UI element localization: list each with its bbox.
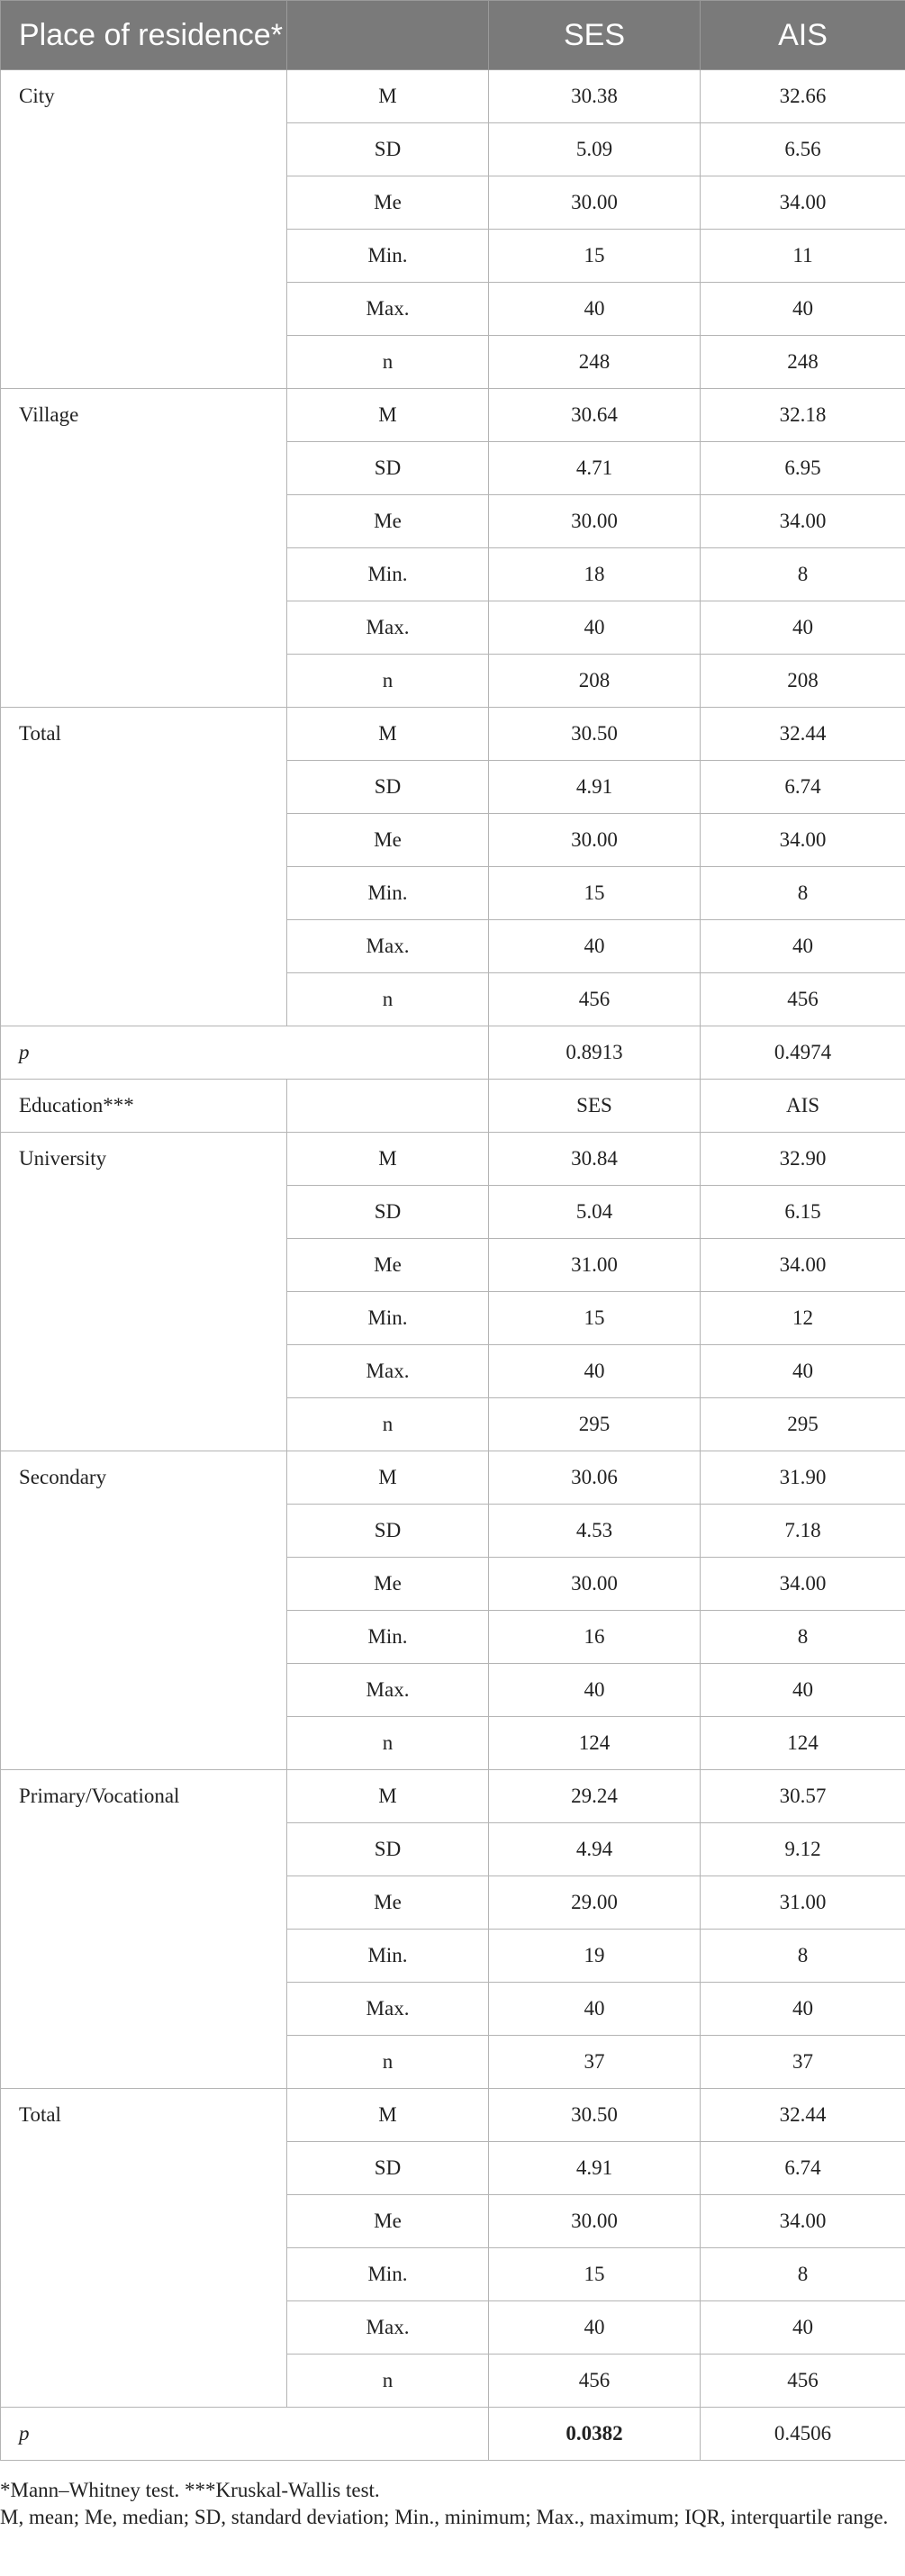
ses-value: 5.04 <box>489 1186 701 1239</box>
ais-value: 37 <box>701 2036 905 2089</box>
ais-value: 40 <box>701 1664 905 1717</box>
statistic-label: Max. <box>287 2301 489 2355</box>
statistic-label: Me <box>287 176 489 230</box>
statistic-label: Min. <box>287 1930 489 1983</box>
ses-value: 40 <box>489 283 701 336</box>
ses-value: 15 <box>489 1292 701 1345</box>
ses-value: 19 <box>489 1930 701 1983</box>
education-label: Education*** <box>1 1080 287 1133</box>
ais-value: 8 <box>701 1611 905 1664</box>
table-header <box>1 1 905 70</box>
ses-value: 30.00 <box>489 1558 701 1611</box>
table-body <box>1 70 905 2461</box>
ses-value: 30.00 <box>489 814 701 867</box>
p-value-row <box>1 1026 905 1080</box>
ses-value: 29.24 <box>489 1770 701 1823</box>
ses-value: 295 <box>489 1398 701 1451</box>
table-row <box>1 70 905 123</box>
statistic-label: Max. <box>287 1983 489 2036</box>
ais-value: 40 <box>701 1983 905 2036</box>
statistic-label: n <box>287 2036 489 2089</box>
statistic-label: Max. <box>287 283 489 336</box>
group-label: Primary/Vocational <box>1 1770 287 2089</box>
statistic-label: Me <box>287 1239 489 1292</box>
education-statistic-header <box>287 1080 489 1133</box>
group-label: Village <box>1 389 287 708</box>
header-ses: SES <box>489 1 701 70</box>
statistic-label: Min. <box>287 1611 489 1664</box>
ais-value: 34.00 <box>701 1558 905 1611</box>
table-row <box>1 708 905 761</box>
ses-value: 5.09 <box>489 123 701 176</box>
statistic-label: M <box>287 2089 489 2142</box>
header-row <box>1 1 905 70</box>
statistic-label: n <box>287 336 489 389</box>
statistic-label: M <box>287 1133 489 1186</box>
p-value-ses: 0.0382 <box>489 2408 701 2461</box>
ais-value: 9.12 <box>701 1823 905 1876</box>
statistic-label: Me <box>287 1558 489 1611</box>
statistic-label: SD <box>287 1505 489 1558</box>
ses-value: 248 <box>489 336 701 389</box>
ais-value: 31.00 <box>701 1876 905 1930</box>
group-label: University <box>1 1133 287 1451</box>
statistic-label: Me <box>287 814 489 867</box>
ses-value: 208 <box>489 655 701 708</box>
statistic-label: M <box>287 708 489 761</box>
statistic-label: Min. <box>287 2248 489 2301</box>
ais-value: 32.18 <box>701 389 905 442</box>
ais-value: 295 <box>701 1398 905 1451</box>
p-value-label: p <box>1 1026 489 1080</box>
ses-value: 40 <box>489 1345 701 1398</box>
ais-value: 8 <box>701 1930 905 1983</box>
ais-value: 6.15 <box>701 1186 905 1239</box>
ses-value: 18 <box>489 548 701 601</box>
education-subheader-row <box>1 1080 905 1133</box>
ses-value: 16 <box>489 1611 701 1664</box>
statistic-label: Me <box>287 2195 489 2248</box>
ses-value: 4.53 <box>489 1505 701 1558</box>
ses-value: 40 <box>489 2301 701 2355</box>
ses-value: 4.94 <box>489 1823 701 1876</box>
ses-value: 40 <box>489 1983 701 2036</box>
group-label: Total <box>1 2089 287 2408</box>
statistic-label: M <box>287 1451 489 1505</box>
ses-value: 29.00 <box>489 1876 701 1930</box>
footnote-abbreviations: M, mean; Me, median; SD, standard deviation; Min., minimum; Max., maximum; IQR, interquartile range. <box>0 2506 889 2528</box>
p-value-row <box>1 2408 905 2461</box>
ais-value: 34.00 <box>701 495 905 548</box>
ais-value: 12 <box>701 1292 905 1345</box>
statistic-label: Min. <box>287 548 489 601</box>
ais-value: 31.90 <box>701 1451 905 1505</box>
ses-value: 30.38 <box>489 70 701 123</box>
ais-value: 11 <box>701 230 905 283</box>
statistic-label: Max. <box>287 601 489 655</box>
statistic-label: M <box>287 1770 489 1823</box>
ses-value: 4.71 <box>489 442 701 495</box>
ais-value: 32.44 <box>701 2089 905 2142</box>
ses-value: 15 <box>489 230 701 283</box>
footnote-tests: *Mann–Whitney test. ***Kruskal-Wallis test. <box>0 2479 380 2501</box>
p-value-label: p <box>1 2408 489 2461</box>
ais-value: 34.00 <box>701 814 905 867</box>
ais-value: 8 <box>701 548 905 601</box>
ais-value: 456 <box>701 2355 905 2408</box>
ais-value: 40 <box>701 2301 905 2355</box>
group-label: Secondary <box>1 1451 287 1770</box>
ses-value: 30.00 <box>489 176 701 230</box>
statistic-label: Min. <box>287 867 489 920</box>
statistic-label: Max. <box>287 1664 489 1717</box>
ais-value: 32.44 <box>701 708 905 761</box>
statistic-label: SD <box>287 1186 489 1239</box>
ses-value: 456 <box>489 973 701 1026</box>
education-ais-header: AIS <box>701 1080 905 1133</box>
ses-value: 15 <box>489 2248 701 2301</box>
ses-value: 30.00 <box>489 495 701 548</box>
education-ses-header: SES <box>489 1080 701 1133</box>
statistic-label: Me <box>287 1876 489 1930</box>
ses-value: 4.91 <box>489 761 701 814</box>
ais-value: 6.74 <box>701 2142 905 2195</box>
ses-value: 37 <box>489 2036 701 2089</box>
ais-value: 32.90 <box>701 1133 905 1186</box>
group-label: Total <box>1 708 287 1026</box>
ses-value: 4.91 <box>489 2142 701 2195</box>
p-value-ses: 0.8913 <box>489 1026 701 1080</box>
ais-value: 6.95 <box>701 442 905 495</box>
header-statistic <box>287 1 489 70</box>
ses-value: 40 <box>489 601 701 655</box>
statistic-label: SD <box>287 2142 489 2195</box>
statistic-label: n <box>287 1398 489 1451</box>
table-row <box>1 1770 905 1823</box>
ais-value: 34.00 <box>701 2195 905 2248</box>
statistic-label: n <box>287 655 489 708</box>
ais-value: 7.18 <box>701 1505 905 1558</box>
ais-value: 40 <box>701 283 905 336</box>
ais-value: 456 <box>701 973 905 1026</box>
ais-value: 34.00 <box>701 176 905 230</box>
ais-value: 6.56 <box>701 123 905 176</box>
statistic-label: Min. <box>287 230 489 283</box>
p-value-ais: 0.4974 <box>701 1026 905 1080</box>
statistic-label: Max. <box>287 1345 489 1398</box>
ais-value: 34.00 <box>701 1239 905 1292</box>
ais-value: 8 <box>701 2248 905 2301</box>
p-value-ais: 0.4506 <box>701 2408 905 2461</box>
table-row <box>1 2089 905 2142</box>
statistic-label: Me <box>287 495 489 548</box>
statistic-label: n <box>287 2355 489 2408</box>
ses-value: 31.00 <box>489 1239 701 1292</box>
statistic-label: n <box>287 1717 489 1770</box>
ses-value: 30.50 <box>489 708 701 761</box>
statistic-label: n <box>287 973 489 1026</box>
statistic-label: M <box>287 389 489 442</box>
ais-value: 124 <box>701 1717 905 1770</box>
ses-value: 30.64 <box>489 389 701 442</box>
ais-value: 248 <box>701 336 905 389</box>
ais-value: 8 <box>701 867 905 920</box>
ses-value: 30.00 <box>489 2195 701 2248</box>
statistic-label: SD <box>287 123 489 176</box>
ais-value: 208 <box>701 655 905 708</box>
ais-value: 6.74 <box>701 761 905 814</box>
ses-value: 30.84 <box>489 1133 701 1186</box>
statistic-label: SD <box>287 761 489 814</box>
table-row <box>1 1451 905 1505</box>
statistic-label: Min. <box>287 1292 489 1345</box>
header-ais: AIS <box>701 1 905 70</box>
group-label: City <box>1 70 287 389</box>
ais-value: 30.57 <box>701 1770 905 1823</box>
header-place-of-residence: Place of residence* <box>1 1 287 70</box>
statistic-label: Max. <box>287 920 489 973</box>
ses-value: 15 <box>489 867 701 920</box>
ses-value: 40 <box>489 920 701 973</box>
ses-value: 124 <box>489 1717 701 1770</box>
ais-value: 40 <box>701 920 905 973</box>
ses-value: 30.06 <box>489 1451 701 1505</box>
table-footnotes <box>0 2461 905 2531</box>
ses-value: 30.50 <box>489 2089 701 2142</box>
table-row <box>1 1133 905 1186</box>
ses-value: 456 <box>489 2355 701 2408</box>
statistic-label: SD <box>287 442 489 495</box>
ais-value: 32.66 <box>701 70 905 123</box>
statistic-label: SD <box>287 1823 489 1876</box>
ses-value: 40 <box>489 1664 701 1717</box>
ais-value: 40 <box>701 1345 905 1398</box>
statistic-label: M <box>287 70 489 123</box>
table-row <box>1 389 905 442</box>
ais-value: 40 <box>701 601 905 655</box>
